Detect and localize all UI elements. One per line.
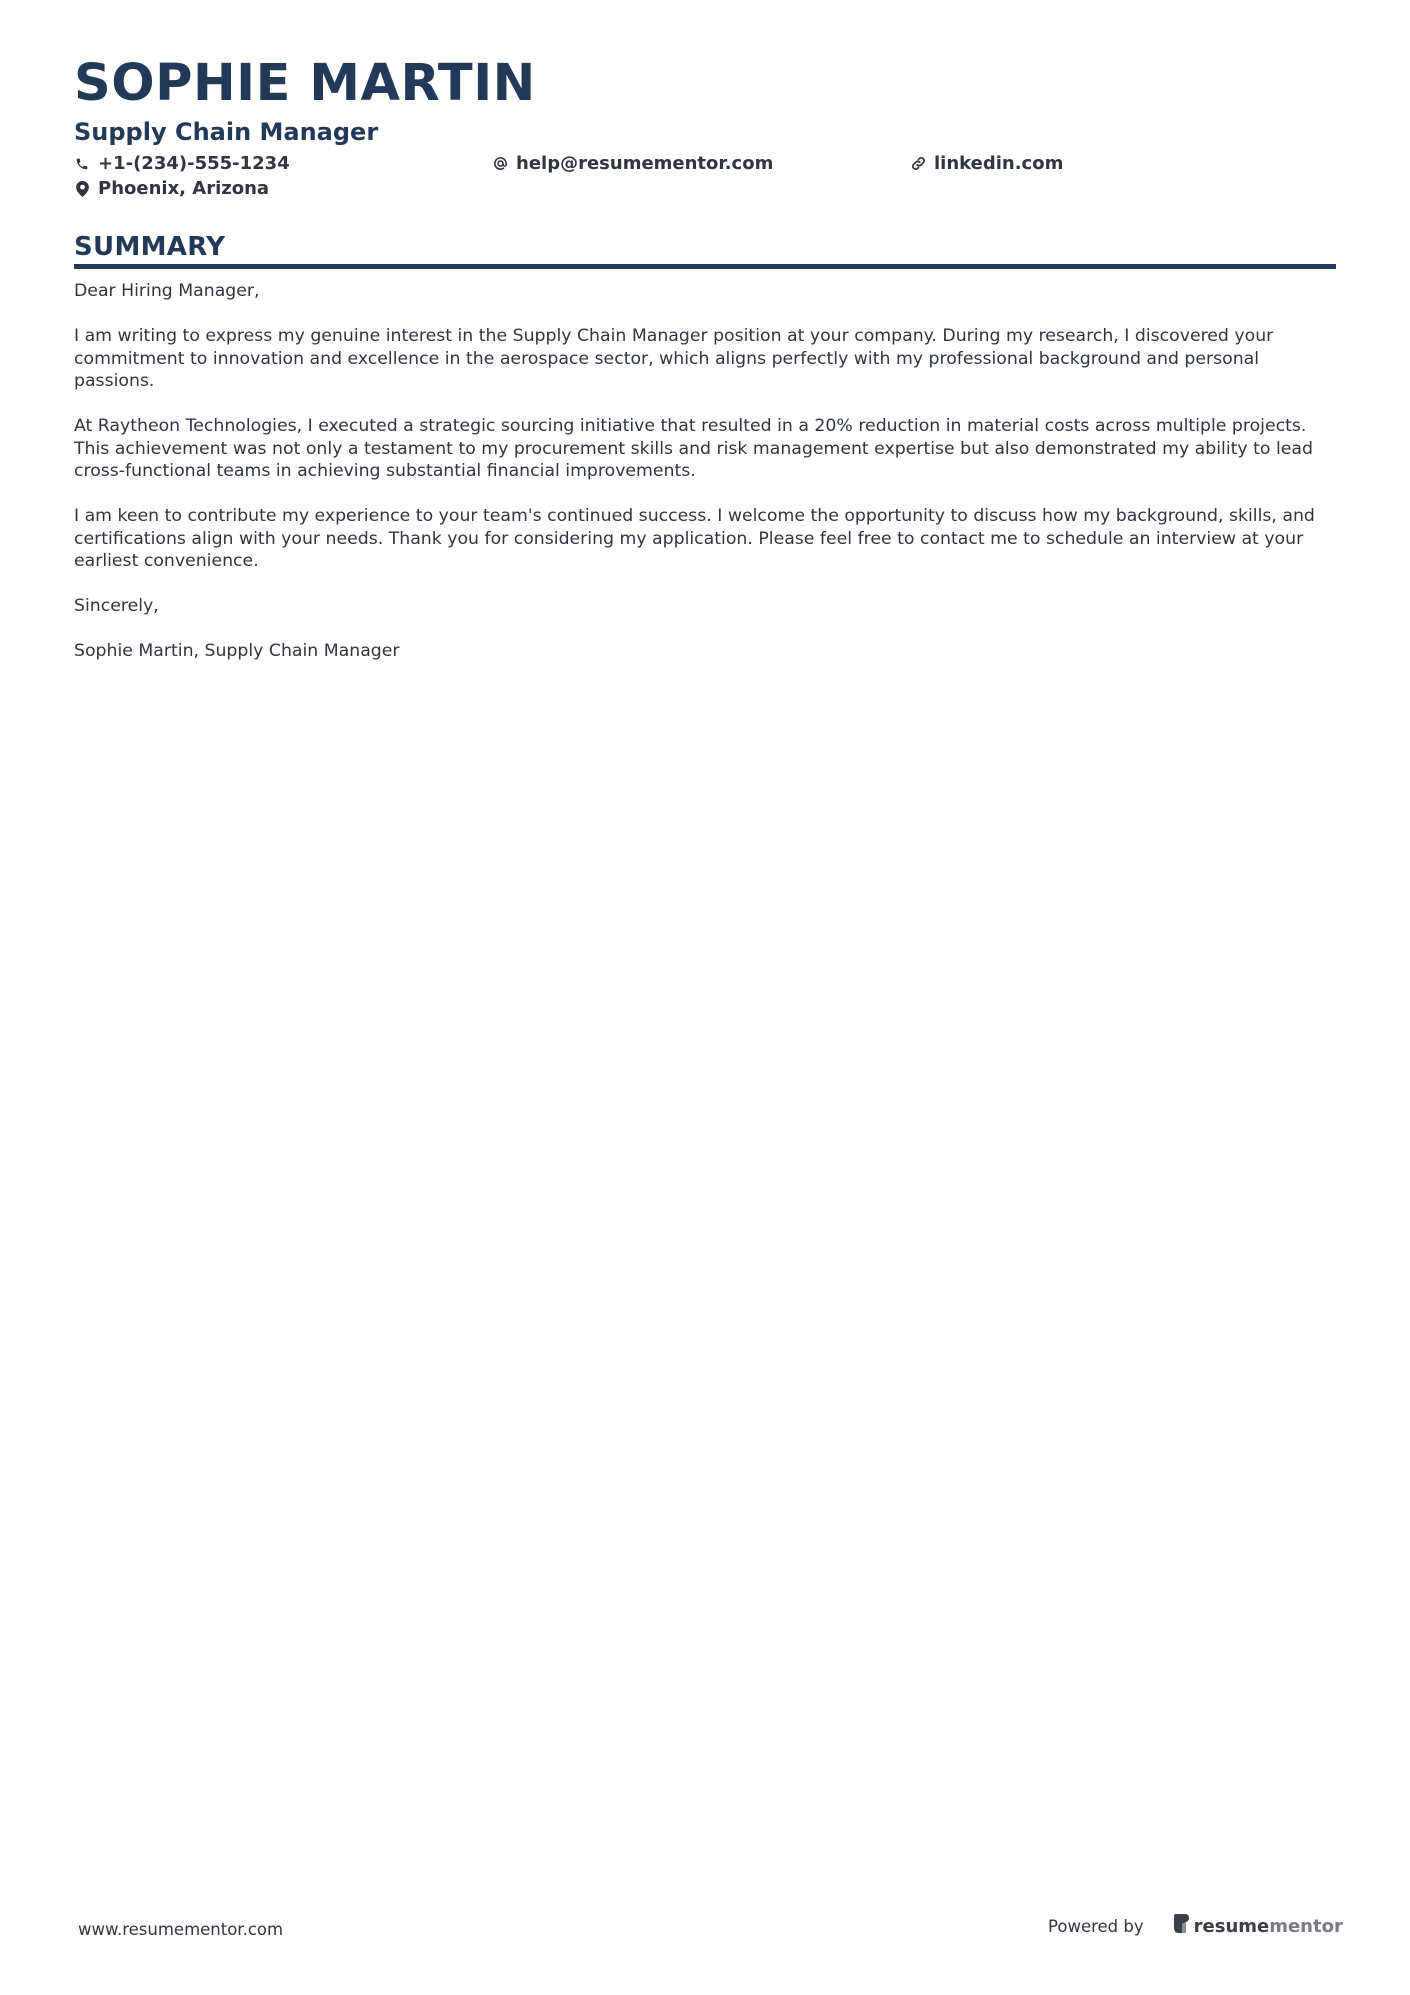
job-title: Supply Chain Manager xyxy=(74,118,379,146)
contact-email-text[interactable]: help@resumementor.com xyxy=(516,153,774,174)
phone-icon xyxy=(74,155,90,173)
letter-salutation: Dear Hiring Manager, xyxy=(74,281,260,301)
resumementor-logo-icon xyxy=(1174,1914,1189,1938)
brand-word-resume: resume xyxy=(1193,1915,1270,1937)
contact-linkedin-text[interactable]: linkedin.com xyxy=(934,153,1064,174)
footer-powered-by xyxy=(1048,1914,1343,1938)
location-pin-icon xyxy=(74,180,90,198)
summary-heading: SUMMARY xyxy=(74,232,226,262)
candidate-name: SOPHIE MARTIN xyxy=(74,54,536,113)
contact-linkedin xyxy=(910,153,1063,174)
at-icon xyxy=(492,155,508,173)
contact-location xyxy=(74,178,269,199)
letter-paragraph: I am keen to contribute my experience to your team's continued success. I welcome the opportunity to discuss how my background, skills, and certifications align with your needs. Thank you for considering my application. Please feel free to contact me to schedule an interview at your earliest convenience. xyxy=(74,506,1315,571)
brand-word-mentor: mentor xyxy=(1269,1915,1343,1937)
contact-location-text: Phoenix, Arizona xyxy=(98,178,270,199)
link-icon xyxy=(910,155,926,173)
brand-logo[interactable] xyxy=(1174,1914,1343,1938)
contact-phone-text: +1-(234)-555-1234 xyxy=(98,153,290,174)
footer-website[interactable]: www.resumementor.com xyxy=(78,1920,284,1939)
contact-email xyxy=(492,153,773,174)
letter-signature: Sophie Martin, Supply Chain Manager xyxy=(74,641,400,661)
contact-phone xyxy=(74,153,290,174)
section-divider xyxy=(74,264,1336,269)
letter-closing: Sincerely, xyxy=(74,596,159,616)
letter-body xyxy=(74,280,1336,685)
brand-wordmark xyxy=(1194,1916,1343,1937)
powered-by-label: Powered by xyxy=(1048,1916,1144,1936)
letter-paragraph: I am writing to express my genuine interest in the Supply Chain Manager position at your company. During my research, I discovered your commitment to innovation and excellence in the aerospace sector, which aligns perfectly with my professional background and personal passions. xyxy=(74,326,1274,391)
letter-paragraph: At Raytheon Technologies, I executed a strategic sourcing initiative that resulted in a 20% reduction in material costs across multiple projects. This achievement was not only a testament to my procurement skills and risk management expertise but also demonstrated my ability to lead cross-functional teams in achieving substantial financial improvements. xyxy=(74,416,1313,481)
